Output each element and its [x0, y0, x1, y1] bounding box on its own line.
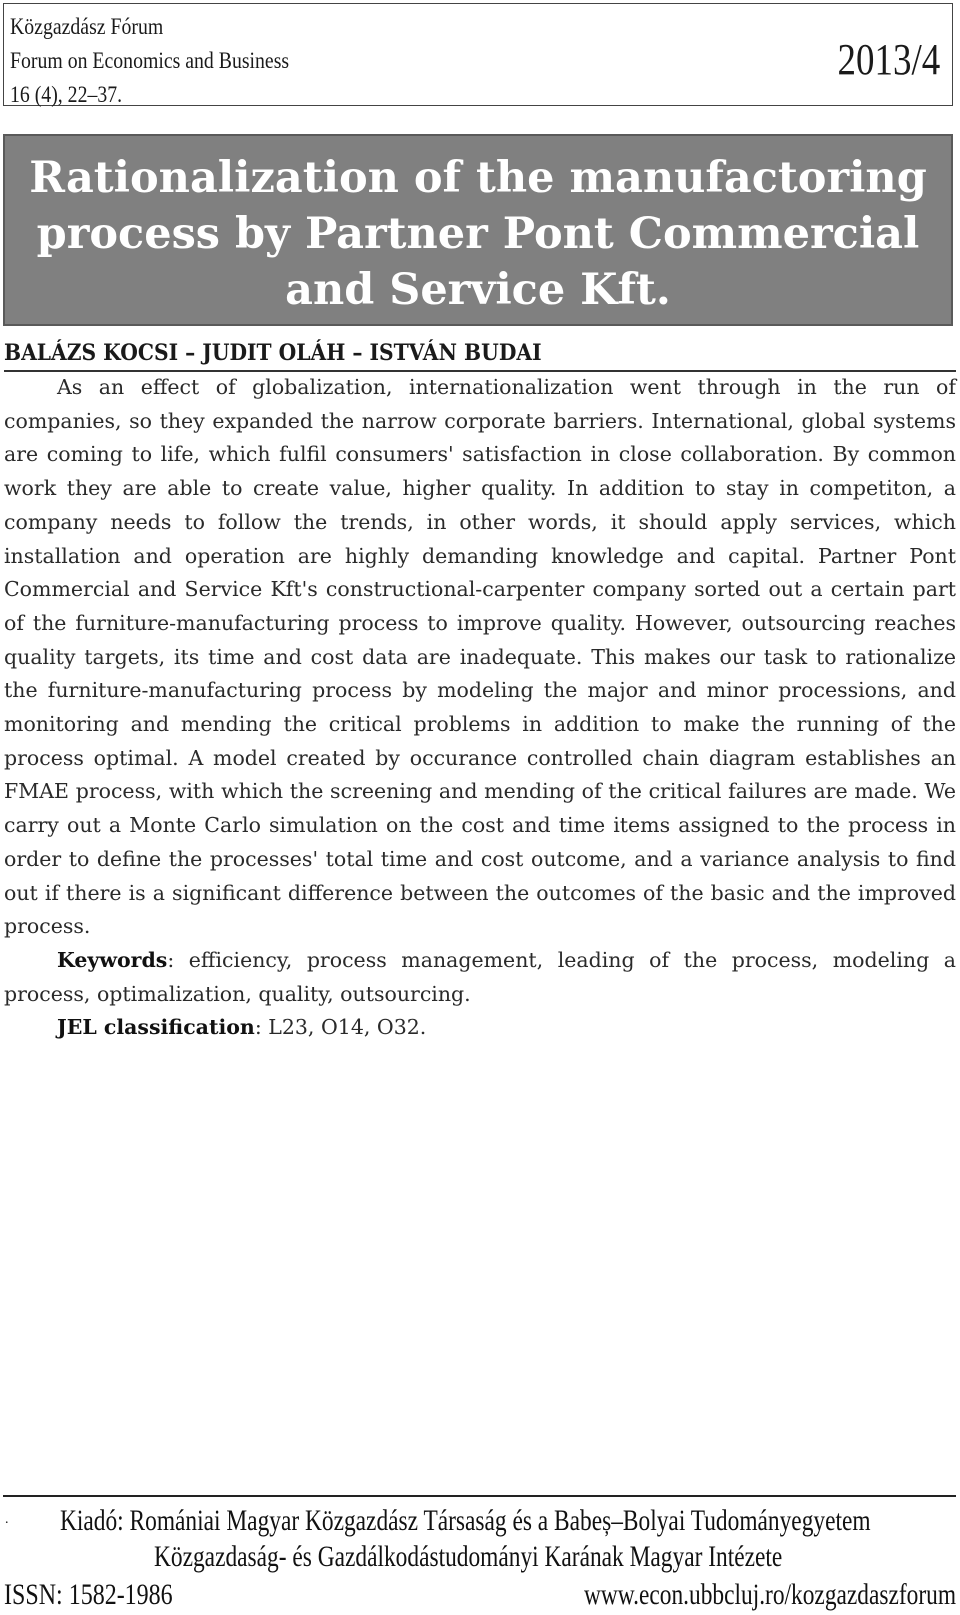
title-banner: [3, 134, 953, 326]
journal-name-hu: Közgazdász Fórum: [10, 14, 164, 39]
article-title: Rationalization of the manufactoring process by Partner Pont Commercial and Service Kft.: [29, 153, 927, 315]
authors-line: [4, 338, 956, 372]
journal-url[interactable]: www.econ.ubbcluj.ro/kozgazdaszforum: [583, 1578, 956, 1611]
publisher-line-1: Kiadó: Romániai Magyar Közgazdász Társaság és a Babeș–Bolyai Tudományegyetem: [60, 1504, 871, 1537]
journal-info: [10, 10, 289, 112]
issn: ISSN: 1582-1986: [4, 1578, 173, 1611]
keywords-text: : efficiency, process management, leading of the process, modeling a process, optimalization, quality, outsourcing.: [4, 947, 956, 1006]
citation: 16 (4), 22–37.: [10, 82, 123, 107]
footer-dot: .: [5, 1512, 9, 1527]
publisher-footer: [0, 1500, 960, 1615]
issue-number: 2013/4: [837, 35, 940, 84]
keywords-paragraph: [4, 944, 956, 1011]
jel-paragraph: [4, 1011, 956, 1045]
abstract-text: As an effect of globalization, internationalization went through in the run of companies, so they expanded the narrow corporate barriers. International, global systems are coming to life, which fulfil consumers' satisfaction in close collaboration. By common work they are able to create value, higher quality. In addition to stay in competiton, a company needs to follow the trends, in other words, it should apply services, which installation and operation are highly demanding knowledge and capital. Partner Pont Commercial and Service Kft's constructional-carpenter company sorted out a certain part of the furniture-manufacturing process to improve quality. However, outsourcing reaches quality targets, its time and cost data are inadequate. This makes our task to rationalize the furniture-manufacturing process by modeling the major and minor processions, and monitoring and mending the critical problems in addition to make the running of the process optimal. A model created by occurance controlled chain diagram establishes an FMAE process, with which the screening and mending of the critical failures are made. We carry out a Monte Carlo simulation on the cost and time items assigned to the process in order to define the processes' total time and cost outcome, and a variance analysis to find out if there is a significant difference between the outcomes of the basic and the improved process.: [4, 375, 956, 939]
keywords-label: Keywords: [57, 947, 168, 972]
footer-divider: [3, 1495, 956, 1497]
publisher-line-2: Közgazdaság- és Gazdálkodástudományi Karának Magyar Intézete: [154, 1540, 783, 1573]
abstract-section: [4, 371, 956, 1045]
jel-label: JEL classification: [57, 1015, 255, 1040]
authors: BALÁZS KOCSI – JUDIT OLÁH – ISTVÁN BUDAI: [4, 340, 542, 366]
journal-header: [3, 3, 953, 106]
jel-text: : L23, O14, O32.: [254, 1015, 427, 1040]
journal-name-en: Forum on Economics and Business: [10, 48, 290, 73]
